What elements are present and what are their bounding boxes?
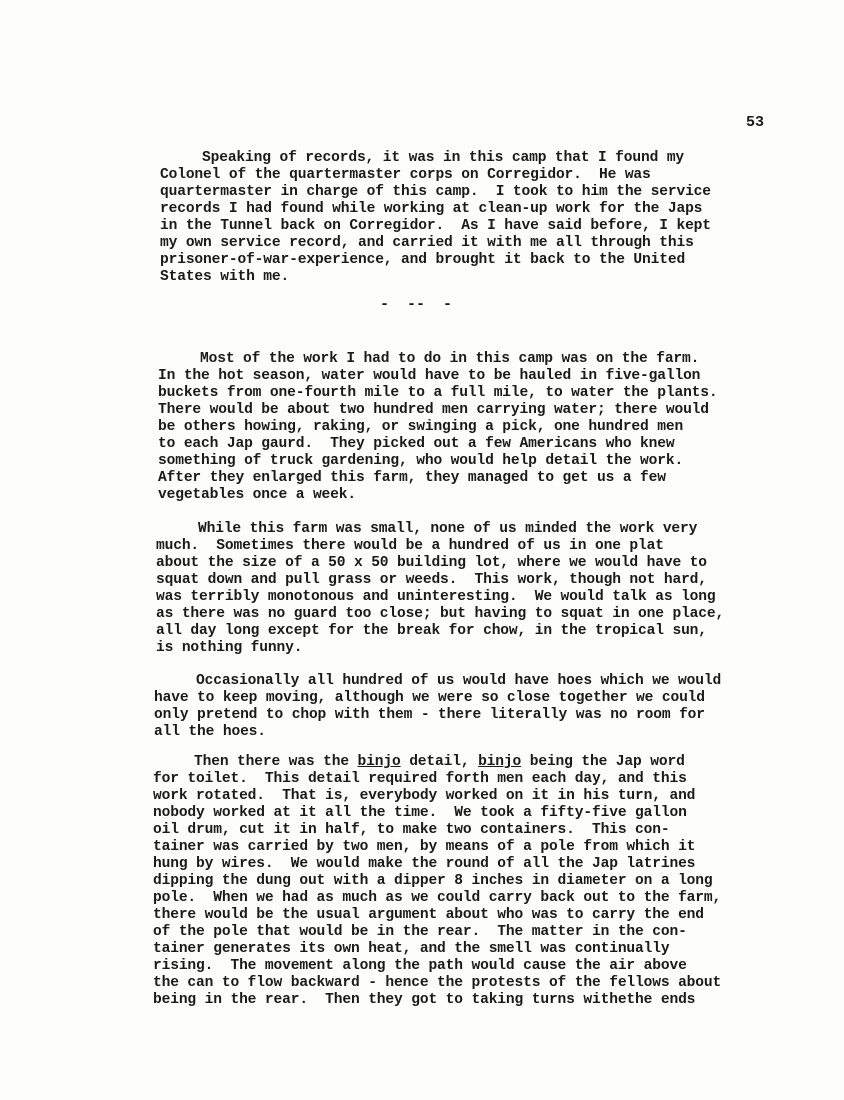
underlined-word-binjo-1: binjo: [357, 754, 401, 770]
paragraph-1-line-6: my own service record, and carried it with me all through this: [160, 235, 694, 251]
paragraph-2-line-4: There would be about two hundred men carrying water; there would: [158, 402, 709, 418]
paragraph-5-line-1-start: Then there was the: [194, 754, 358, 770]
paragraph-5-line-8: dipping the dung out with a dipper 8 inches in diameter on a long: [153, 873, 713, 889]
paragraph-5-line-11: of the pole that would be in the rear. The matter in the con-: [153, 924, 687, 940]
paragraph-5-line-15: being in the rear. Then they got to taking turns withethe ends: [153, 992, 696, 1008]
paragraph-3-line-3: about the size of a 50 x 50 building lot, where we would have to: [156, 555, 707, 571]
paragraph-4-line-1: Occasionally all hundred of us would have hoes which we would: [196, 673, 722, 689]
paragraph-5-line-3: work rotated. That is, everybody worked on it in his turn, and: [153, 788, 696, 804]
paragraph-4-line-3: only pretend to chop with them - there literally was no room for: [154, 707, 705, 723]
underlined-word-binjo-2: binjo: [478, 754, 522, 770]
paragraph-4-line-4: all the hoes.: [154, 724, 266, 740]
paragraph-3-line-7: all day long except for the break for chow, in the tropical sun,: [156, 623, 707, 639]
paragraph-1-line-8: States with me.: [160, 269, 290, 285]
paragraph-3-line-6: as there was no guard too close; but having to squat in one place,: [156, 606, 725, 622]
paragraph-1-line-2: Colonel of the quartermaster corps on Corregidor. He was: [160, 167, 651, 183]
paragraph-1-line-7: prisoner-of-war-experience, and brought it back to the United: [160, 252, 686, 268]
paragraph-5-line-10: there would be the usual argument about who was to carry the end: [153, 907, 704, 923]
paragraph-2-line-2: In the hot season, water would have to be hauled in five-gallon: [158, 368, 701, 384]
paragraph-5-line-1-end: being the Jap word: [521, 754, 685, 770]
paragraph-5-line-14: the can to flow backward - hence the protests of the fellows about: [153, 975, 722, 991]
paragraph-5-line-1-middle: detail,: [400, 754, 479, 770]
section-break: - -- -: [380, 296, 453, 313]
paragraph-5-line-5: oil drum, cut it in half, to make two containers. This con-: [153, 822, 670, 838]
paragraph-1-line-1: Speaking of records, it was in this camp that I found my: [202, 150, 685, 166]
paragraph-5-line-13: rising. The movement along the path would cause the air above: [153, 958, 687, 974]
paragraph-2-line-8: After they enlarged this farm, they managed to get us a few: [158, 470, 666, 486]
paragraph-3-line-1: While this farm was small, none of us minded the work very: [198, 521, 698, 537]
page-number: 53: [746, 114, 765, 131]
paragraph-2-line-3: buckets from one-fourth mile to a full mile, to water the plants.: [158, 385, 718, 401]
paragraph-2-line-7: something of truck gardening, who would help detail the work.: [158, 453, 684, 469]
paragraph-3-line-5: was terribly monotonous and uninteresting. We would talk as long: [156, 589, 716, 605]
paragraph-4-line-2: have to keep moving, although we were so close together we could: [154, 690, 705, 706]
paragraph-3-line-8: is nothing funny.: [156, 640, 303, 656]
paragraph-1-line-3: quartermaster in charge of this camp. I took to him the service: [160, 184, 711, 200]
paragraph-2-line-5: be others howing, raking, or swinging a pick, one hundred men: [158, 419, 684, 435]
paragraph-5-line-2: for toilet. This detail required forth men each day, and this: [153, 771, 687, 787]
paragraph-2-line-6: to each Jap gaurd. They picked out a few Americans who knew: [158, 436, 675, 452]
paragraph-5-line-6: tainer was carried by two men, by means of a pole from which it: [153, 839, 696, 855]
paragraph-3-line-4: squat down and pull grass or weeds. This work, though not hard,: [156, 572, 707, 588]
paragraph-1-line-4: records I had found while working at clean-up work for the Japs: [160, 201, 703, 217]
paragraph-5-line-7: hung by wires. We would make the round of all the Jap latrines: [153, 856, 696, 872]
paragraph-5-line-4: nobody worked at it all the time. We took a fifty-five gallon: [153, 805, 687, 821]
paragraph-2-line-1: Most of the work I had to do in this camp was on the farm.: [200, 351, 700, 367]
paragraph-1-line-5: in the Tunnel back on Corregidor. As I have said before, I kept: [160, 218, 711, 234]
paragraph-5-line-9: pole. When we had as much as we could carry back out to the farm,: [153, 890, 722, 906]
paragraph-5-line-12: tainer generates its own heat, and the smell was continually: [153, 941, 670, 957]
paragraph-2-line-9: vegetables once a week.: [158, 487, 356, 503]
paragraph-3-line-2: much. Sometimes there would be a hundred of us in one plat: [156, 538, 664, 554]
paragraph-5-line-1: [194, 754, 685, 771]
